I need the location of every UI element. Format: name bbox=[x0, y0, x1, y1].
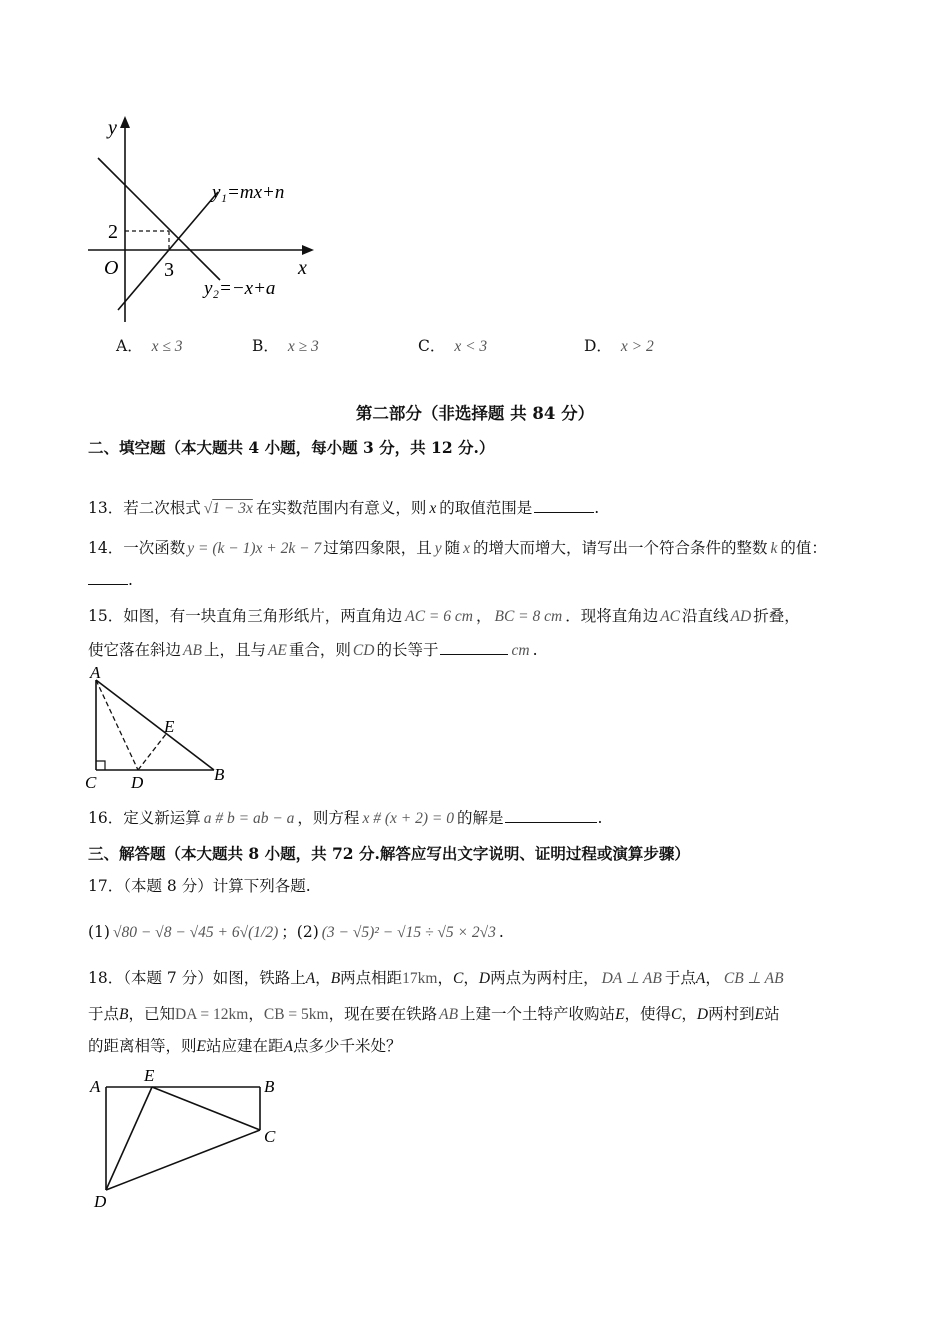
q18-d2: D bbox=[696, 1006, 709, 1023]
q18-e3: E bbox=[196, 1038, 206, 1055]
point-a-label: A bbox=[90, 664, 101, 682]
q18-ab: AB bbox=[439, 1006, 459, 1023]
q15-line2-mid: 上，且与 bbox=[203, 641, 266, 659]
q15-unit: cm bbox=[511, 642, 530, 659]
fold-line-ad bbox=[96, 680, 138, 770]
q15-ac-length: AC = 6 cm bbox=[405, 608, 473, 625]
q15-text-mid3: 折叠， bbox=[753, 607, 800, 625]
question-17-expressions bbox=[88, 920, 504, 942]
line-y2-label: y₂=−x+a bbox=[204, 278, 276, 299]
tick-y-label: 2 bbox=[108, 221, 118, 243]
side-ab bbox=[96, 680, 214, 770]
question-18 bbox=[88, 966, 787, 988]
segment-de bbox=[138, 734, 166, 770]
q13-radical: √1 − 3x bbox=[203, 500, 253, 517]
tick-x-label: 3 bbox=[164, 259, 174, 281]
q18-a: A bbox=[305, 970, 316, 987]
q18-l2g: ， bbox=[681, 1005, 697, 1023]
option-expr: x ≥ 3 bbox=[287, 338, 319, 355]
q18-c3: ， bbox=[705, 969, 721, 987]
q15-end: . bbox=[532, 641, 538, 659]
part2-title: 第二部分（非选择题 共 84 分） bbox=[355, 404, 595, 423]
q18-a3: A bbox=[283, 1038, 293, 1055]
line-y1 bbox=[118, 192, 218, 310]
q17-expression-1: √80 − √8 − √45 + 6√(1/2) bbox=[112, 924, 279, 941]
q16-equation: x # (x + 2) = 0 bbox=[362, 810, 454, 827]
q13-answer-blank[interactable] bbox=[534, 498, 594, 513]
y-axis-arrow bbox=[120, 116, 130, 128]
q12-option-b bbox=[252, 334, 319, 356]
q18-l3c: 点多少千米处？ bbox=[292, 1037, 402, 1055]
question-18-line3 bbox=[88, 1034, 401, 1056]
y-axis-label: y bbox=[108, 117, 117, 139]
q18-perp2: CB ⊥ AB bbox=[723, 970, 784, 987]
line-y1-label: y₁=mx+n bbox=[212, 182, 285, 203]
q18-e2: E bbox=[754, 1006, 765, 1023]
option-letter: A． bbox=[116, 337, 143, 355]
q17-part1-label: (1) bbox=[88, 923, 110, 941]
right-angle-mark bbox=[96, 761, 105, 770]
q18-da: DA = 12km bbox=[175, 1006, 249, 1023]
q18-distance: 17km bbox=[402, 970, 438, 987]
option-expr: x ≤ 3 bbox=[151, 338, 183, 355]
point-b-label: B bbox=[264, 1077, 275, 1096]
q15-bc-length: BC = 8 cm bbox=[494, 608, 563, 625]
q13-var: x bbox=[429, 500, 437, 517]
question-17: 17．（本题 8 分）计算下列各题. bbox=[88, 877, 311, 895]
q12-option-d bbox=[584, 334, 654, 356]
q14-text-pre: 一次函数 bbox=[123, 539, 186, 557]
q13-number: 13． bbox=[88, 499, 124, 517]
q15-line2-pre: 使它落在斜边 bbox=[88, 641, 182, 659]
q15-ae: AE bbox=[267, 642, 287, 659]
point-c-label: C bbox=[264, 1127, 276, 1146]
q14-k: k bbox=[770, 540, 778, 557]
q18-b: B bbox=[330, 970, 341, 987]
q18-perp1: DA ⊥ AB bbox=[601, 970, 662, 987]
q14-text-mid3: 的增大而增大，请写出一个符合条件的整数 bbox=[473, 539, 768, 557]
q18-l2c: ， bbox=[248, 1005, 264, 1023]
q18-l3b: 站应建在距 bbox=[205, 1037, 284, 1055]
origin-label: O bbox=[104, 257, 119, 279]
q14-text-mid4: 的值： bbox=[780, 539, 827, 557]
q18-b2: B bbox=[119, 1006, 129, 1023]
q15-ad: AD bbox=[730, 608, 752, 625]
q15-text-pre: 如图，有一块直角三角形纸片，两直角边 bbox=[123, 607, 403, 625]
q16-end: . bbox=[597, 809, 603, 827]
q15-line2-mid3: 的长等于 bbox=[376, 641, 439, 659]
point-d-label: D bbox=[131, 773, 144, 792]
q15-answer-blank[interactable] bbox=[440, 640, 508, 655]
section2-heading: 二、填空题（本大题共 4 小题，每小题 3 分，共 12 分.） bbox=[88, 438, 495, 457]
q16-answer-blank[interactable] bbox=[505, 808, 597, 823]
point-b-label: B bbox=[214, 765, 225, 784]
q14-number: 14． bbox=[88, 539, 124, 557]
q18-c1: ， bbox=[315, 969, 331, 987]
q13-radicand: 1 − 3x bbox=[212, 500, 253, 517]
q18-e: E bbox=[615, 1006, 625, 1023]
q18-d: D bbox=[478, 970, 491, 987]
segment-ec bbox=[152, 1087, 260, 1130]
x-axis-label: x bbox=[298, 257, 307, 279]
q18-a2: A bbox=[695, 970, 706, 987]
q15-line2-mid2: 重合，则 bbox=[288, 641, 351, 659]
option-expr: x > 2 bbox=[620, 338, 654, 355]
q18-railway-figure bbox=[84, 1062, 294, 1212]
q15-triangle-figure bbox=[80, 664, 240, 796]
q16-text-post: 的解是 bbox=[456, 809, 504, 827]
q18-cb: CB = 5km bbox=[263, 1006, 329, 1023]
q18-t2: ， bbox=[437, 969, 453, 987]
q13-text-post: 在实数范围内有意义，则 bbox=[255, 499, 427, 517]
q18-l2b: ，已知 bbox=[128, 1005, 175, 1023]
q18-t1: 两点相距 bbox=[340, 969, 403, 987]
question-18-line2 bbox=[88, 1002, 780, 1024]
question-14 bbox=[88, 536, 827, 558]
q18-t3: 两点为两村庄， bbox=[490, 969, 599, 987]
point-d-label: D bbox=[94, 1192, 107, 1211]
q18-l2i: 站 bbox=[764, 1005, 780, 1023]
q12-option-a bbox=[116, 334, 183, 356]
q18-l2d: ，现在要在铁路 bbox=[328, 1005, 438, 1023]
q18-l2h: 两村到 bbox=[708, 1005, 755, 1023]
point-e-label: E bbox=[144, 1066, 155, 1085]
q16-text-mid: ，则方程 bbox=[297, 809, 360, 827]
q18-c2: ， bbox=[463, 969, 479, 987]
q16-operation: a # b = ab − a bbox=[203, 810, 295, 827]
q15-ac: AC bbox=[660, 608, 681, 625]
q13-end: . bbox=[594, 499, 600, 517]
option-letter: D． bbox=[584, 337, 612, 355]
q15-number: 15． bbox=[88, 607, 124, 625]
q18-l2e: 上建一个土特产收购站 bbox=[460, 1005, 616, 1023]
q13-text-pre: 若二次根式 bbox=[123, 499, 201, 517]
option-expr: x < 3 bbox=[454, 338, 488, 355]
q14-answer-blank[interactable] bbox=[88, 570, 128, 585]
q13-text-post2: 的取值范围是 bbox=[439, 499, 533, 517]
question-14-line2 bbox=[88, 570, 133, 589]
point-a-label: A bbox=[90, 1077, 101, 1096]
q18-number: 18．（本题 7 分）如图，铁路上 bbox=[88, 969, 306, 987]
q18-t4: 于点 bbox=[664, 969, 696, 987]
q18-c2-var: C bbox=[671, 1006, 682, 1023]
q15-cd: CD bbox=[352, 642, 375, 659]
q12-option-c bbox=[418, 334, 487, 356]
q17-end: . bbox=[498, 923, 504, 941]
x-axis-arrow bbox=[302, 245, 314, 255]
q15-sep: ， bbox=[475, 607, 492, 625]
q17-part2-label: (2) bbox=[296, 923, 319, 941]
q18-l3a: 的距离相等，则 bbox=[88, 1037, 197, 1055]
question-15-line2 bbox=[88, 638, 538, 660]
q18-l2a: 于点 bbox=[88, 1005, 120, 1023]
q14-text-mid1: 过第四象限，且 bbox=[323, 539, 432, 557]
question-16 bbox=[88, 806, 602, 828]
q15-ab: AB bbox=[183, 642, 202, 659]
q17-expression-2: (3 − √5)² − √15 ÷ √5 × 2√3 bbox=[321, 924, 496, 941]
q14-text-mid2: 随 bbox=[444, 539, 461, 557]
question-15 bbox=[88, 604, 800, 626]
q14-function: y = (k − 1)x + 2k − 7 bbox=[187, 540, 322, 557]
option-letter: C． bbox=[418, 337, 446, 355]
q14-y: y bbox=[434, 540, 442, 557]
q17-sep: ； bbox=[281, 923, 297, 941]
q16-text-pre: 定义新运算 bbox=[123, 809, 201, 827]
q18-c: C bbox=[453, 970, 464, 987]
point-c-label: C bbox=[85, 773, 97, 792]
point-e-label: E bbox=[164, 717, 175, 736]
q18-l2f: ，使得 bbox=[624, 1005, 672, 1023]
q15-text-mid2: 沿直线 bbox=[682, 607, 729, 625]
q12-graph-figure bbox=[80, 110, 330, 325]
q16-number: 16． bbox=[88, 809, 124, 827]
q14-x: x bbox=[463, 540, 470, 557]
question-13 bbox=[88, 496, 599, 518]
option-letter: B． bbox=[252, 337, 279, 355]
q14-end: . bbox=[128, 571, 133, 589]
q15-text-mid: ．现将直角边 bbox=[565, 607, 659, 625]
section3-heading: 三、解答题（本大题共 8 小题，共 72 分.解答应写出文字说明、证明过程或演算步骤） bbox=[88, 844, 690, 863]
